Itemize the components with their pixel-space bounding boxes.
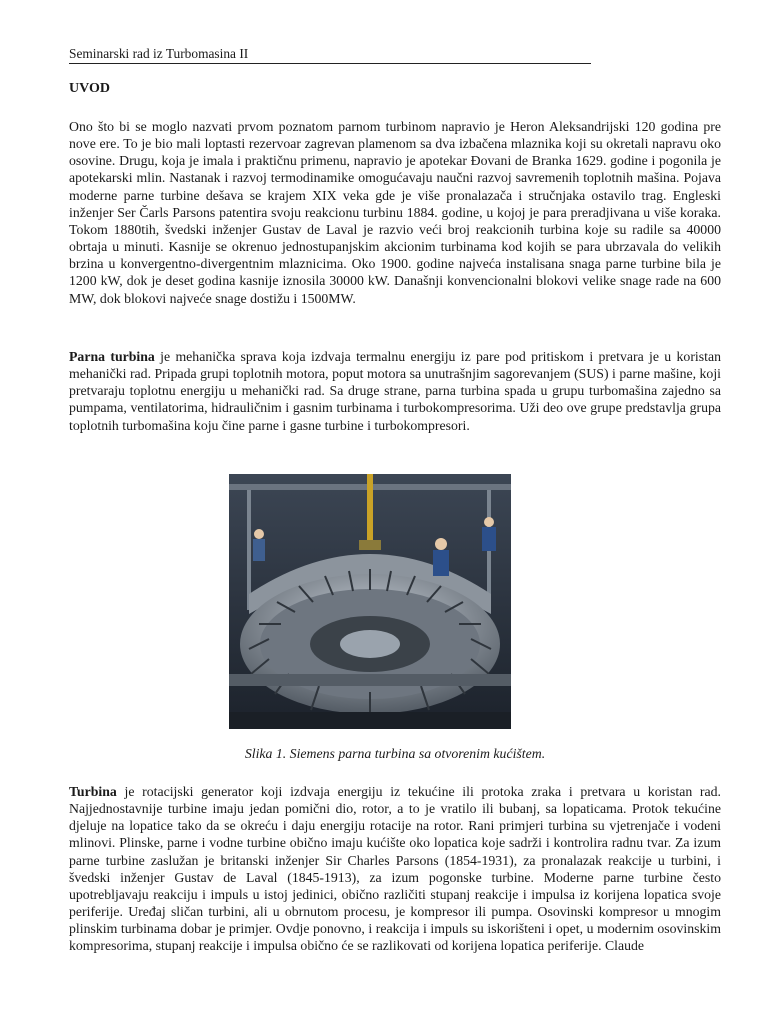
turbine-photo (229, 474, 511, 729)
term-turbina: Turbina (69, 784, 117, 799)
term-parna-turbina: Parna turbina (69, 349, 155, 364)
turbine-illustration (229, 474, 511, 729)
page-header: Seminarski rad iz Turbomasina II (69, 46, 591, 64)
paragraph-parna-turbina (69, 348, 721, 434)
paragraph-turbina-text: je rotacijski generator koji izdvaja energiju iz tekućine ili protoka zraka i pretvara u koristan rad. Najjednostavnije turbine imaju jedan pomični dio, rotor, a to je vratilo ili bubanj, sa lopaticama. Protok tekućine djeluje na lopatice tako da se okreću i daju energiju rotacije na rotor. Rani primjeri turbina su vjetrenjače i vodeni mlinovi. Plinske, parne i vodne turbine obično imaju kućište oko lopatica koje sadrži i kontrolira radnu tvar. Za izum parne turbine zaslužan je britanski inženjer Sir Charles Parsons (1854-1931), za pronalazak reakcije u turbini, i švedski inženjer Gustav de Laval (1845-1913), za izum pogonske turbine. Moderne parne turbine često upotrebljavaju reakciju i impuls u istoj jedinici, obično različiti stupanj reakcije i impulsa iz korijena lopatica svoje periferije. Uređaj sličan turbini, ali u obrnutom procesu, je kompresor ili pumpa. Osovinski kompresor u mnogim plinskim turbinama dobar je primjer. Ovdje ponovno, i reakcija i impuls su iskorišteni i opet, u modernim osovinskim kompresorima, stupanj reakcije i impulsa obično će se razlikovati od korijena lopatica periferije. Claude (69, 784, 721, 954)
paragraph-intro: Ono što bi se moglo nazvati prvom poznatom parnom turbinom napravio je Heron Aleksandrijski 120 godina pre nove ere. To je bio mali loptasti rezervoar zagrevan plamenom sa dva izbačena mlaznika koji su okretali napravu oko osovine. Drugu, koja je imala i praktičnu primenu, napravio je apotekar Đovani de Branka 1629. godine i pogonila je apotekarski mlin. Nastanak i razvoj termodinamike omogućavaju naučni razvoj savremenih toplotnih mašina. Pojava moderne parne turbine dešava se krajem XIX veka gde je više pronalazača i stručnjaka ostavilo trag. Engleski inženjer Ser Čarls Parsons patentira svoju reakcionu turbinu 1884. godine, u kojoj je para preradjivana u više koraka. Tokom 1880tih, švedski inženjer Gustav de Laval je razvio veći broj reakcionih turbina koje su radile sa 40000 obrtaja u minuti. Kasnije se okrenuo jednostupanjskim akcionim turbinama kod kojih se para ubrzavala do velikih brzina u konvergentno-divergentnim mlaznicima. Oko 1900. godine najveća instalisana snaga parne turbine bila je 1200 kW, dok je deset godina kasnije iznosila 30000 kW. Današnji konvencionalni blokovi velike snage rade na 600 MW, dok blokovi najveće snage dostižu i 1500MW. (69, 119, 721, 306)
figure-caption: Slika 1. Siemens parna turbina sa otvorenim kućištem. (244, 746, 546, 761)
paragraph-parna-turbina-text: je mehanička sprava koja izdvaja termalnu energiju iz pare pod pritiskom i pretvara je u koristan mehanički rad. Pripada grupi toplotnih motora, poput motora sa unutrašnjim sagorevanjem (SUS) i parne mašine, koji pretvaraju toplotnu energiju u mehanički rad. Sa druge strane, parna turbina spada u grupu turbomašina zajedno sa pumpama, ventilatorima, hidrauličnim i gasnim turbinama i turbokompresorima. Uži deo ove grupe predstavlja grupa toplotnih turbomašina koju čine parne i gasne turbine i turbokompresori. (69, 349, 721, 433)
section-heading: UVOD (69, 81, 110, 96)
paragraph-turbina (69, 783, 721, 955)
